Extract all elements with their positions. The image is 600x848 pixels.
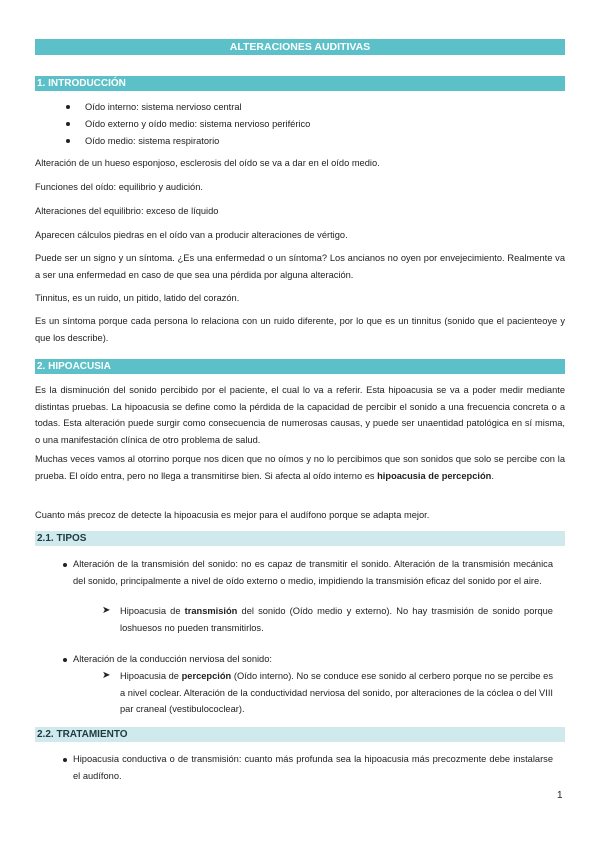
intro-bullet-3: Oído medio: sistema respiratorio — [85, 136, 220, 146]
hipoacusia-paragraph-2-text: Muchas veces vamos al otorrino porque nos dicen que no oímos y no lo percibimos que son sonidos que solo se percibe con la prueba. El oído entra, pero no llega a transmitirse bien. Si afecta al oído interno es — [35, 454, 565, 481]
transmision-term: transmisión — [184, 606, 238, 616]
tipos-bullet-2: Alteración de la conducción nerviosa del sonido: — [73, 654, 272, 664]
document-title: ALTERACIONES AUDITIVAS — [35, 39, 565, 55]
intro-paragraph-7: Es un síntoma porque cada persona lo relaciona con un ruido diferente, por lo que es un tinnitus (sonido que el pacienteoye y que los describe). — [35, 316, 565, 343]
page-number: 1 — [557, 790, 563, 801]
bullet-dot — [63, 758, 67, 762]
bullet-dot — [63, 563, 67, 567]
intro-paragraph-3: Alteraciones del equilibrio: exceso de líquido — [35, 206, 219, 216]
section-heading-introduccion: 1. INTRODUCCIÓN — [35, 76, 565, 91]
tratamiento-bullet-1: Hipoacusia conductiva o de transmisión: cuanto más profunda sea la hipoacusia más precozmente debe instalarse el audífono. — [73, 754, 553, 781]
hipoacusia-paragraph-1: Es la disminución del sonido percibido por el paciente, el cual lo va a referir. Esta hipoacusia se va a poder medir mediante distintas pruebas. La hipoacusia se define como la pérdida de la capacidad de percibir el sonido a una frecuencia concreta o a todas. Esta alteración puede surgir como consecuencia de numerosas causas, y puede ser unaentidad patológica en sí misma, o una manifestación clínica de otro problema de salud. — [35, 385, 565, 445]
bullet-dot — [66, 122, 70, 126]
intro-paragraph-5: Puede ser un signo y un síntoma. ¿Es una enfermedad o un síntoma? Los ancianos no oyen por envejecimiento. Realmente va a ser una enfermedad en caso de que sea una pérdida por alguna alteración. — [35, 253, 565, 280]
arrow-bullet-icon: ➤ — [102, 605, 111, 616]
bullet-dot — [66, 105, 70, 109]
section-heading-hipoacusia: 2. HIPOACUSIA — [35, 359, 565, 374]
bullet-dot — [66, 139, 70, 143]
intro-paragraph-2: Funciones del oído: equilibrio y audición. — [35, 182, 203, 192]
percepcion-term: percepción — [181, 671, 232, 681]
hipoacusia-percepcion-term: hipoacusia de percepción — [377, 470, 492, 481]
hipoacusia-paragraph-2-end: . — [491, 470, 494, 481]
arrow-bullet-icon: ➤ — [102, 670, 111, 681]
hipoacusia-paragraph-3: Cuanto más precoz de detecte la hipoacusia es mejor para el audífono porque se adapta mejor. — [35, 510, 430, 520]
subitem-transmision-text: del sonido (Oído medio y externo). No hay trasmisión de sonido porque loshuesos no pueden transmitirlos. — [120, 606, 553, 633]
subitem-transmision-prefix: Hipoacusia de — [120, 606, 185, 616]
intro-bullet-2: Oído externo y oído medio: sistema nervioso periférico — [85, 119, 311, 129]
hipoacusia-paragraph-2 — [35, 451, 565, 484]
subitem-percepcion-prefix: Hipoacusia de — [120, 671, 182, 681]
intro-bullet-1: Oído interno: sistema nervioso central — [85, 102, 242, 112]
section-heading-tratamiento: 2.2. TRATAMIENTO — [35, 727, 565, 742]
subitem-percepcion-text: (Oído interno). No se conduce ese sonido al cerbero porque no se percibe es a nivel coclear. Alteración de la conductividad nerviosa del sonido, por alteraciones de la cóclea o del VIII par craneal (vestibulococlear). — [120, 671, 553, 714]
tipos-bullet-1: Alteración de la transmisión del sonido: no es capaz de transmitir el sonido. Alteración de la transmisión mecánica del sonido, principalmente a nivel de oído externo o medio, impidiendo la transmisión eficaz del sonido por el aire. — [73, 559, 553, 586]
intro-paragraph-1: Alteración de un hueso esponjoso, esclerosis del oído se va a dar en el oído medio. — [35, 158, 380, 168]
tipos-subitem-percepcion — [120, 668, 553, 718]
tipos-subitem-transmision — [120, 603, 553, 636]
intro-paragraph-6: Tinnitus, es un ruido, un pitido, latido del corazón. — [35, 293, 240, 303]
bullet-dot — [63, 658, 67, 662]
section-heading-tipos: 2.1. TIPOS — [35, 531, 565, 546]
intro-paragraph-4: Aparecen cálculos piedras en el oído van a producir alteraciones de vértigo. — [35, 230, 348, 240]
